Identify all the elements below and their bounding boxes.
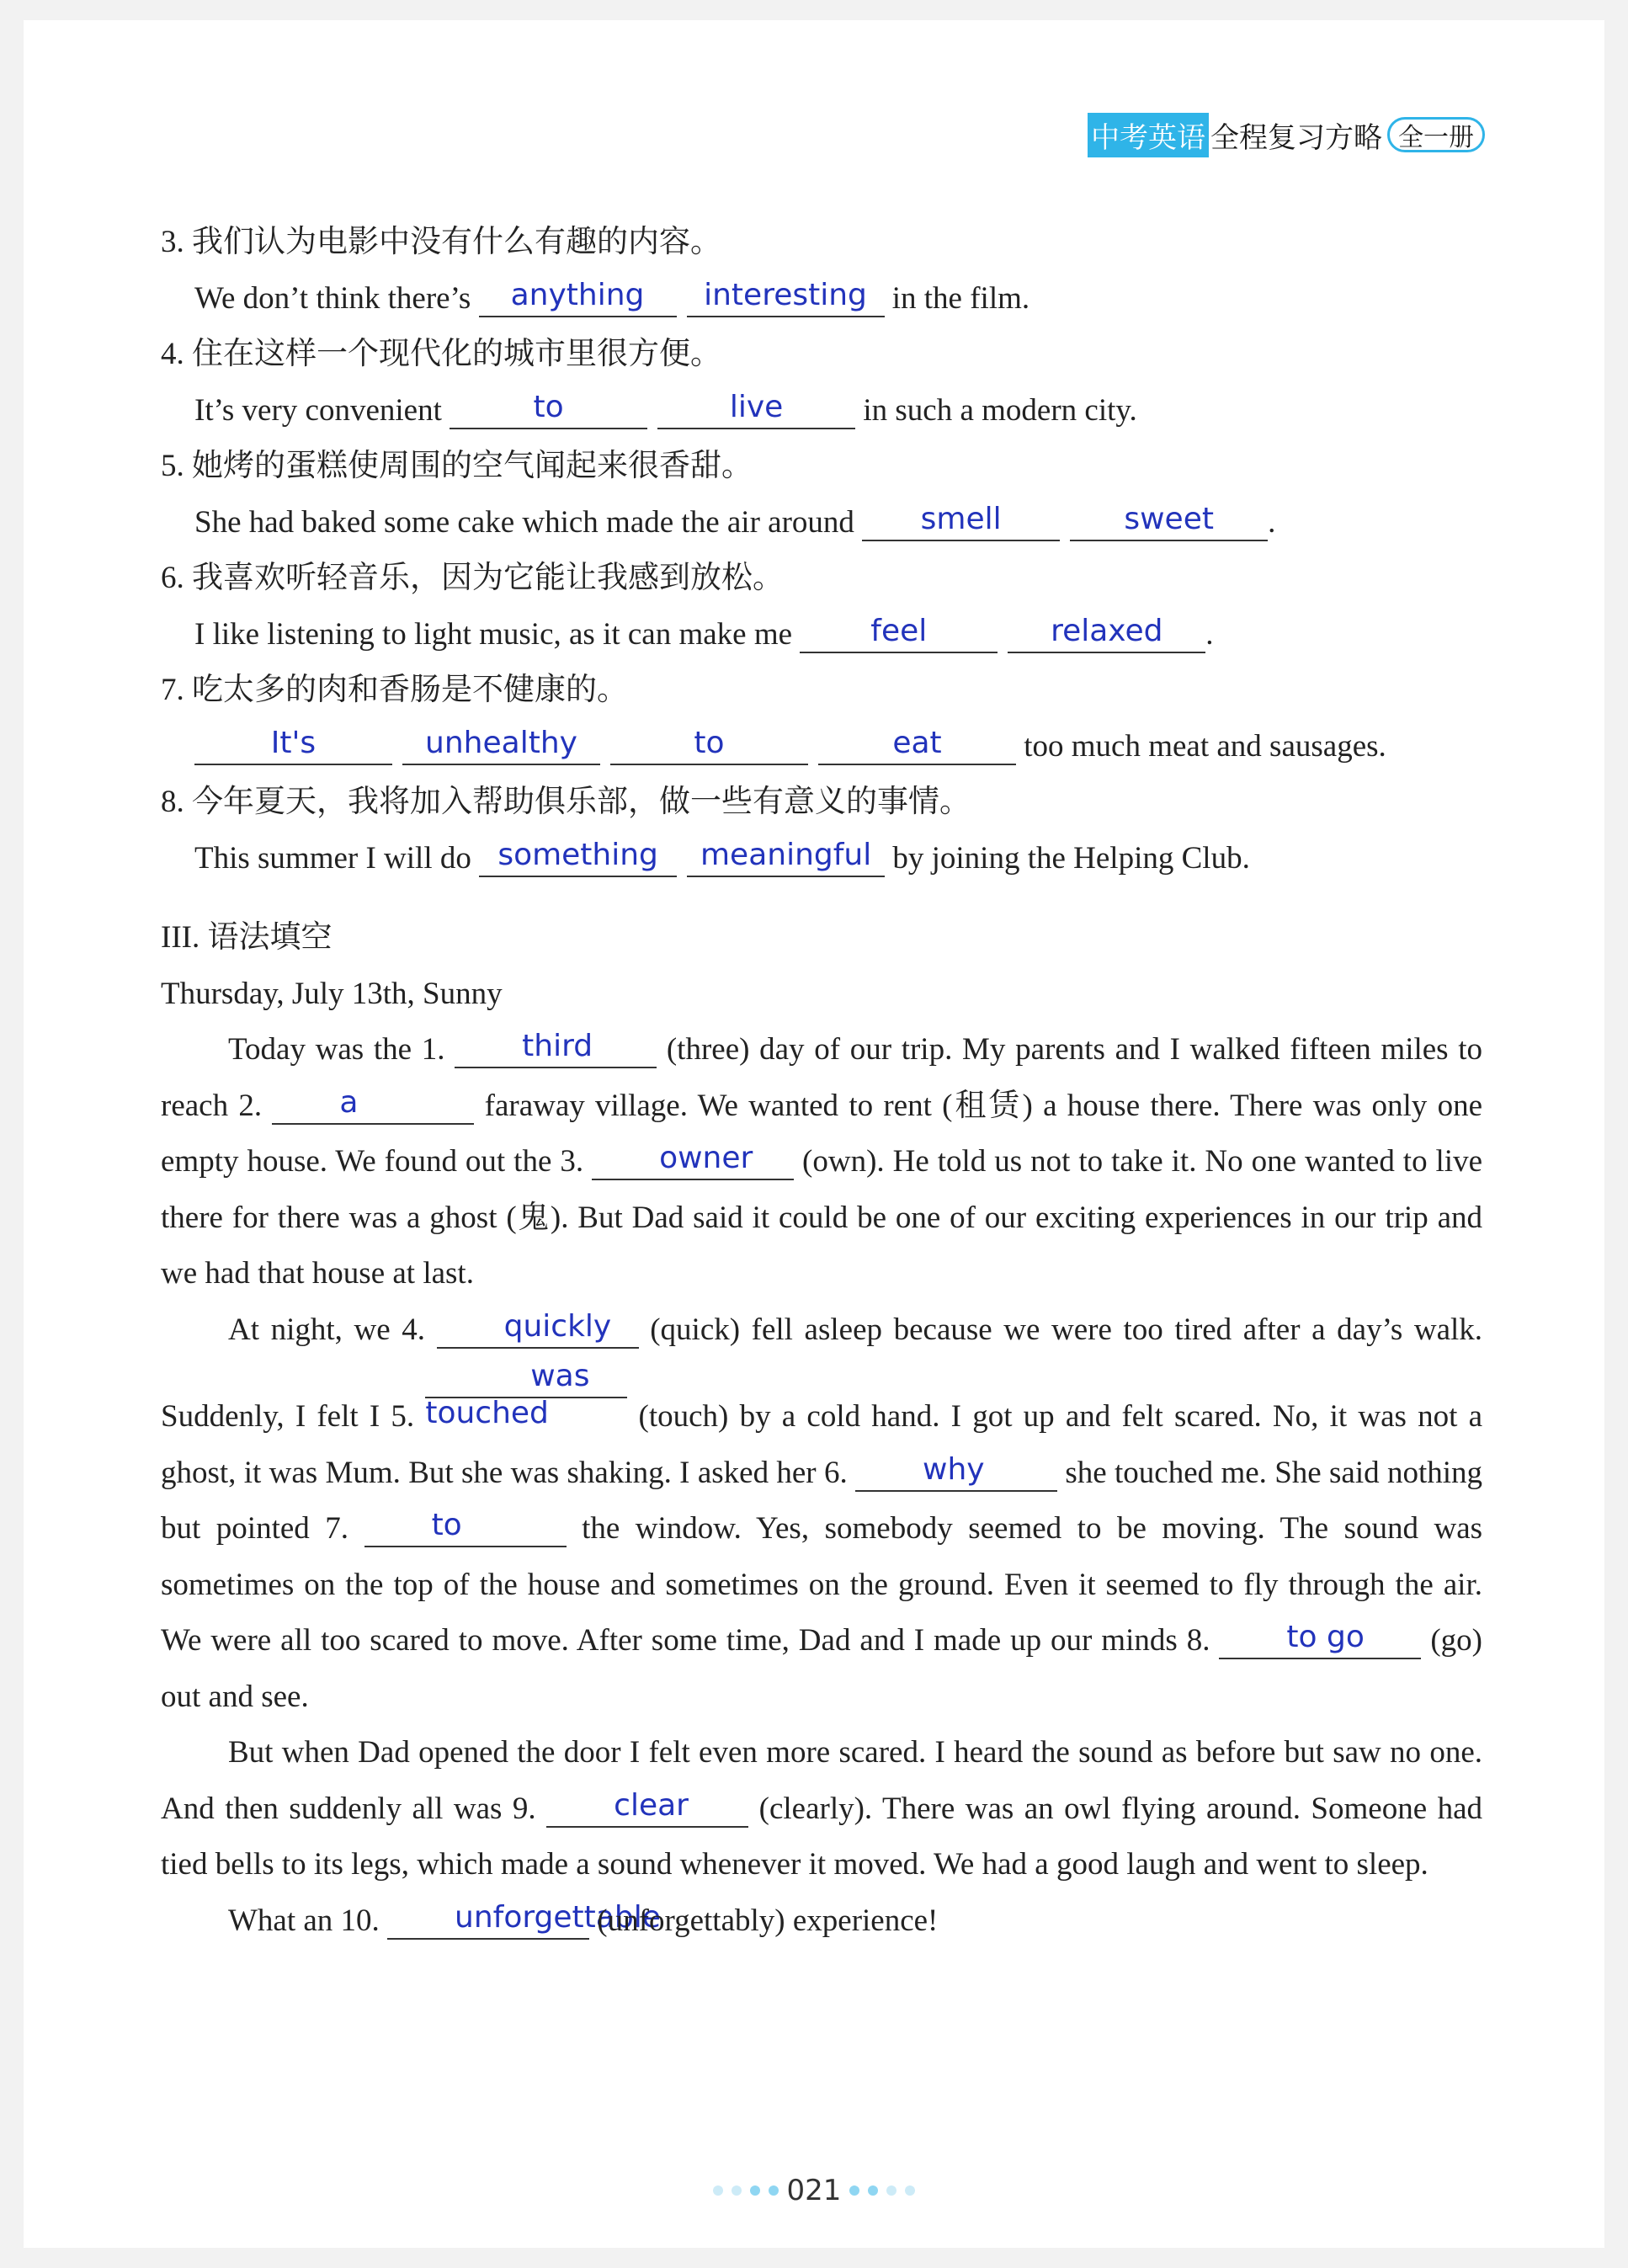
- item-en: We don’t think there’s anything interesting in the film.: [194, 277, 1030, 316]
- answer-blank: third: [455, 1028, 657, 1068]
- page-number: 021: [786, 2174, 842, 2207]
- answer-blank: feel: [800, 613, 998, 653]
- passage: [161, 1022, 1482, 1949]
- item-en: I like listening to light music, as it can make me feel relaxed .: [194, 613, 1214, 652]
- item-en: This summer I will do something meaningful by joining the Helping Club.: [194, 837, 1250, 876]
- answer-blank: eat: [818, 725, 1016, 765]
- answer-blank: meaningful: [687, 837, 885, 877]
- item-en: It's unhealthy to eat too much meat and sausages.: [161, 719, 1482, 775]
- answer-blank: unforgettable: [387, 1899, 589, 1940]
- section-title: III. 语法填空: [161, 920, 333, 955]
- answer-blank: sweet: [1070, 501, 1268, 541]
- answer-blank: a: [272, 1084, 474, 1125]
- answer-blank: owner: [592, 1140, 794, 1180]
- item-en: She had baked some cake which made the air around smell sweet .: [194, 501, 1276, 540]
- paragraph: Today was the 1. third (three) day of our trip. My parents and I walked fifteen miles to reach 2. a faraway village. We wanted to rent (租赁) a house there. There was only one empty house. We found out the 3. owner (own). He told us not to take it. No one wanted to live there for there was a ghost (鬼). But Dad said it could be one of our exciting experiences in our trip and we had that house at last.: [161, 1029, 1483, 1291]
- decor-dot: [713, 2185, 723, 2196]
- answer-blank: It's: [194, 725, 392, 765]
- volume-badge: 全一册: [1387, 117, 1485, 152]
- page-header: [1088, 116, 1485, 153]
- page-footer: [0, 2174, 1628, 2207]
- answer-blank: interesting: [687, 277, 885, 317]
- answer-blank: to go: [1219, 1619, 1421, 1659]
- decor-dot: [905, 2185, 915, 2196]
- answer-blank: something: [479, 837, 677, 877]
- answer-blank: to: [450, 389, 647, 429]
- decor-dot: [732, 2185, 742, 2196]
- decor-dot: [849, 2185, 859, 2196]
- header-title: 全程复习方略: [1210, 120, 1382, 155]
- decor-dot: [868, 2185, 878, 2196]
- answer-blank: live: [657, 389, 855, 429]
- answer-blank: to: [364, 1507, 567, 1547]
- paragraph: But when Dad opened the door I felt even more scared. I heard the sound as before but saw no one. And then suddenly all was 9. clear (clearly). There was an owl flying around. Someone had tied bells to its legs, which made a sound whenever it moved. We had a good laugh and went to sleep.: [161, 1735, 1483, 1882]
- answer-blank: unhealthy: [402, 725, 600, 765]
- answer-blank: quickly: [437, 1308, 639, 1349]
- item-cn: 7. 吃太多的肉和香肠是不健康的。: [161, 673, 628, 707]
- answer-blank: why: [855, 1451, 1057, 1492]
- decor-dot: [769, 2185, 779, 2196]
- item-cn: 8. 今年夏天，我将加入帮助俱乐部，做一些有意义的事情。: [161, 785, 971, 819]
- paragraph: What an 10. unforgettable (unforgettably) experience!: [228, 1899, 939, 1938]
- item-cn: 3. 我们认为电影中没有什么有趣的内容。: [161, 225, 721, 259]
- item-cn: 4. 住在这样一个现代化的城市里很方便。: [161, 337, 721, 371]
- header-title-highlight: 中考英语: [1088, 113, 1209, 157]
- content: [161, 215, 1482, 1949]
- decor-dot: [886, 2185, 896, 2196]
- answer-blank: was touched: [425, 1358, 627, 1398]
- date-line: Thursday, July 13th, Sunny: [161, 976, 503, 1011]
- answer-blank: relaxed: [1008, 613, 1205, 653]
- answer-blank: smell: [862, 501, 1060, 541]
- answer-blank: anything: [479, 277, 677, 317]
- paragraph: At night, we 4. quickly (quick) fell asleep because we were too tired after a day’s walk. Suddenly, I felt I 5. was touched (touch) by a cold hand. I got up and felt scared. No, it was not a ghost, it was Mum. But she was shaking. I asked her 6. why she touched me. She said nothing but pointed 7. to the window. Yes, somebody seemed to be moving. The sound was sometimes on the top of the house and sometimes on the ground. Even it seemed to fly through the air. We were all too scared to move. After some time, Dad and I made up our minds 8. to go (go) out and see.: [161, 1308, 1483, 1714]
- item-cn: 6. 我喜欢听轻音乐，因为它能让我感到放松。: [161, 561, 784, 595]
- item-en: It’s very convenient to live in such a modern city.: [194, 389, 1137, 428]
- answer-blank: clear: [546, 1787, 748, 1828]
- answer-blank: to: [610, 725, 808, 765]
- decor-dot: [750, 2185, 760, 2196]
- item-cn: 5. 她烤的蛋糕使周围的空气闻起来很香甜。: [161, 449, 753, 483]
